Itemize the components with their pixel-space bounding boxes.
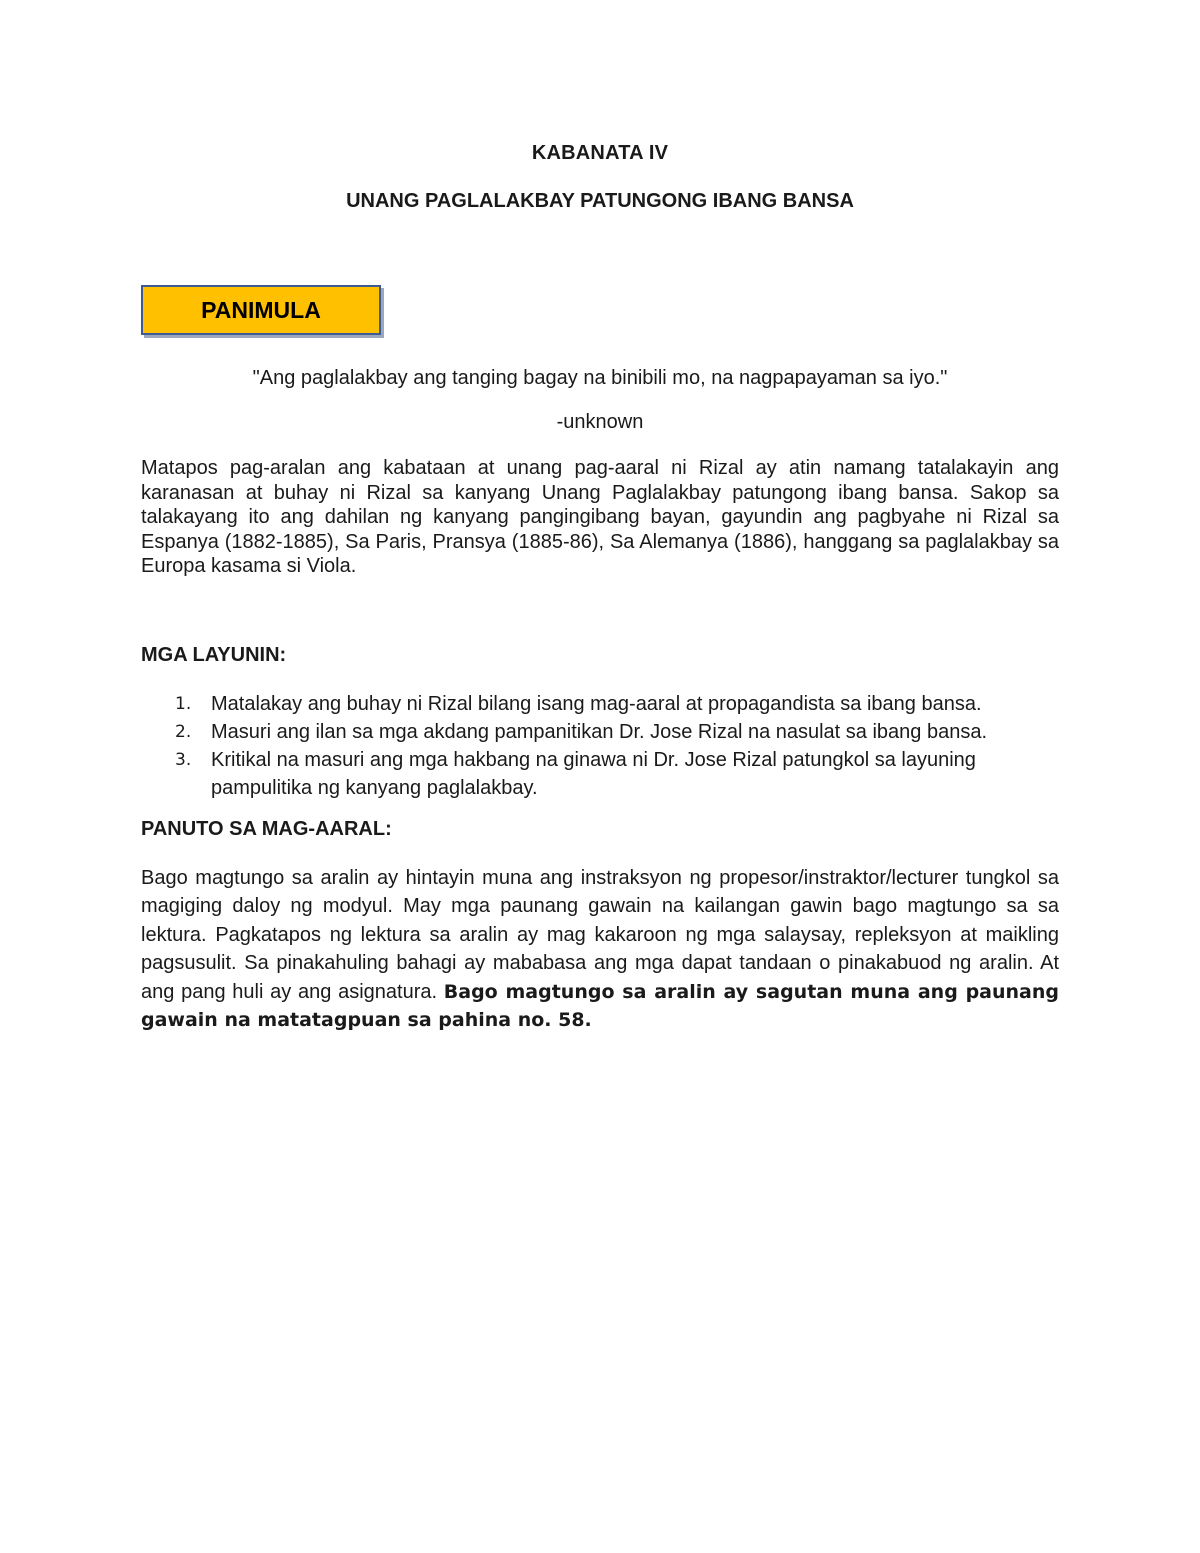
instructions-bold-text: Bago magtungo sa aralin ay sagutan muna ang paunang gawain na matatagpuan sa pahina no. 58. <box>141 980 1060 1032</box>
list-number: 2. <box>175 722 192 742</box>
intro-paragraph: Matapos pag-aralan ang kabataan at unang pag-aaral ni Rizal ay atin namang tatalakayin ang karanasan at buhay ni Rizal sa kanyang Unang Paglalakbay patungong ibang bansa. Sakop sa talakayang ito ang dahilan ng kanyang pangingibang bayan, gayundin ang pagbyahe ni Rizal sa Espanya (1882-1885), Sa Paris, Pransya (1885-86), Sa Alemanya (1886), hanggang sa paglalakbay sa Europa kasama si Viola. <box>141 457 1059 577</box>
objectives-heading: MGA LAYUNIN: <box>141 644 287 666</box>
instructions-paragraph <box>141 864 1059 1034</box>
list-item-text: Kritikal na masuri ang mga hakbang na ginawa ni Dr. Jose Rizal patungkol sa layuning pampulitika ng kanyang paglalakbay. <box>211 749 976 799</box>
epigraph-quote: "Ang paglalakbay ang tanging bagay na binibili mo, na nagpapayaman sa iyo." <box>252 367 948 389</box>
list-item <box>141 718 1059 746</box>
list-item <box>141 690 1059 718</box>
list-item-text: Matalakay ang buhay ni Rizal bilang isang mag-aaral at propagandista sa ibang bansa. <box>211 693 982 715</box>
instructions-text: Bago magtungo sa aralin ay hintayin muna ang instraksyon ng propesor/instraktor/lecturer tungkol sa magiging daloy ng modyul. May mga paunang gawain na kailangan gawin bago magtungo sa sa lektura. Pagkatapos ng lektura sa aralin ay mag kakaroon ng mga salaysay, repleksyon at maikling pagsusulit. Sa pinakahuling bahagi ay mababasa ang mga dapat tandaan o pinakabuod ng aralin. At ang pang huli ay ang asignatura. <box>141 867 1059 1003</box>
objectives-list <box>141 690 1059 802</box>
list-number: 1. <box>175 694 192 714</box>
list-item <box>141 746 1059 802</box>
list-item-text: Masuri ang ilan sa mga akdang pampanitikan Dr. Jose Rizal na nasulat sa ibang bansa. <box>211 721 988 743</box>
list-number: 3. <box>175 750 192 770</box>
epigraph-author: -unknown <box>556 411 644 433</box>
chapter-heading: KABANATA IV <box>531 142 669 164</box>
chapter-title: UNANG PAGLALAKBAY PATUNGONG IBANG BANSA <box>346 190 854 212</box>
panimula-label-box: PANIMULA <box>141 285 381 335</box>
instructions-heading: PANUTO SA MAG-AARAL: <box>141 818 392 840</box>
